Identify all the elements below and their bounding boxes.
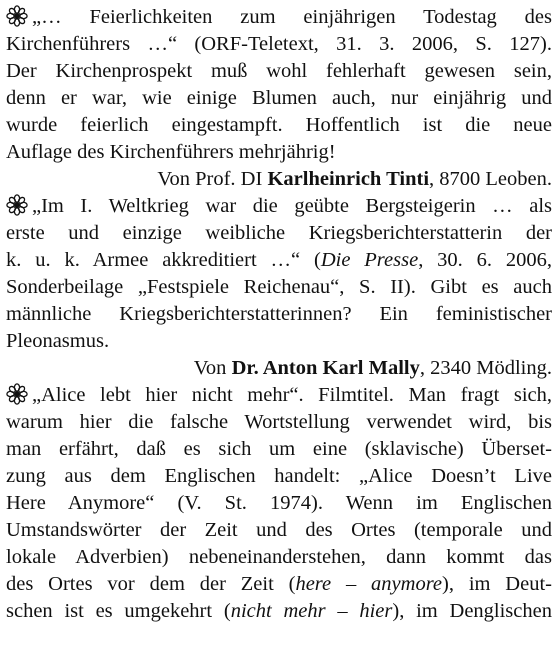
- entry-1-line-5: wurde feierlich eingestampft. Hoffentlich ist die neue: [6, 114, 552, 136]
- entry-text: ), im Denglischen: [392, 600, 552, 622]
- entry-text: „… Feierlichkeiten zum einjährigen Todestag des: [32, 6, 552, 28]
- entry-2-line-3: [6, 247, 552, 274]
- entry-1-line-2: Kirchenführers …“ (ORF-Teletext, 31. 3. 2006, S. 127).: [6, 33, 552, 55]
- entry-3-line-7: lokale Adverbien) nebeneinanderstehen, dann kommt das: [6, 546, 552, 568]
- entry-text: „Im I. Weltkrieg war die geübte Bergsteigerin … als: [32, 195, 552, 217]
- entry-3-line-2: warum hier die falsche Wortstellung verwendet wird, bis: [6, 411, 552, 433]
- entry-2-line-1: [6, 193, 552, 220]
- italic-phrase: nicht mehr – hier: [230, 600, 393, 622]
- entry-1-line-1: [6, 4, 552, 31]
- entry-3-line-1: [6, 382, 552, 409]
- flower-ornament-icon: [6, 5, 28, 27]
- source-date: , 30. 6. 2006,: [418, 249, 553, 271]
- entry-2-line-4: Sonderbeilage „Festspiele Reichenau“, S. II). Gibt es auch: [6, 276, 552, 298]
- entry-text: ), im Deut-: [442, 573, 552, 595]
- entry-2-line-2: erste und einzige weibliche Kriegsberichterstatterin der: [6, 222, 552, 244]
- entry-1: [6, 4, 552, 193]
- entry-3: [6, 382, 552, 625]
- entry-2-line-6: Pleonasmus.: [6, 330, 110, 352]
- article-text: [6, 4, 552, 625]
- entry-2: [6, 193, 552, 382]
- entry-3-line-3: man erfährt, daß es sich um eine (sklavische) Überset-: [6, 438, 552, 460]
- entry-3-line-8: [6, 571, 552, 598]
- source-title: Die Presse: [320, 249, 419, 271]
- entry-2-line-5: männliche Kriegsberichterstatterinnen? Ein feministischer: [6, 303, 552, 325]
- signature-prefix: Von: [193, 357, 232, 379]
- entry-1-line-3: Der Kirchenprospekt muß wohl fehlerhaft gewesen sein,: [6, 60, 552, 82]
- entry-1-line-6: Auflage des Kirchenführers mehrjährig!: [6, 141, 336, 163]
- flower-ornament-icon: [6, 383, 28, 405]
- entry-text: k. u. k. Armee akkreditiert …“ (: [6, 249, 321, 271]
- signature-prefix: Von Prof. DI: [157, 168, 268, 190]
- author-name: Karlheinrich Tinti: [267, 168, 430, 190]
- entry-3-line-4: zung aus dem Englischen handelt: „Alice Doesn’t Live: [6, 465, 552, 487]
- author-location: , 2340 Mödling.: [419, 357, 552, 379]
- entry-3-line-9: [6, 598, 552, 625]
- author-name: Dr. Anton Karl Mally: [231, 357, 420, 379]
- entry-text: „Alice lebt hier nicht mehr“. Filmtitel. Man fragt sich,: [32, 384, 552, 406]
- entry-2-signature: [6, 355, 552, 382]
- author-location: , 8700 Leoben.: [429, 168, 552, 190]
- entry-3-line-5: Here Anymore“ (V. St. 1974). Wenn im Englischen: [6, 492, 552, 514]
- entry-3-line-6: Umstandswörter der Zeit und des Ortes (temporale und: [6, 519, 552, 541]
- entry-1-signature: [6, 166, 552, 193]
- entry-text: des Ortes vor dem der Zeit (: [6, 573, 296, 595]
- entry-text: schen ist es umgekehrt (: [6, 600, 231, 622]
- flower-ornament-icon: [6, 194, 28, 216]
- italic-phrase: here – anymore: [295, 573, 443, 595]
- entry-1-line-4: denn er war, wie einige Blumen auch, nur einjährig und: [6, 87, 552, 109]
